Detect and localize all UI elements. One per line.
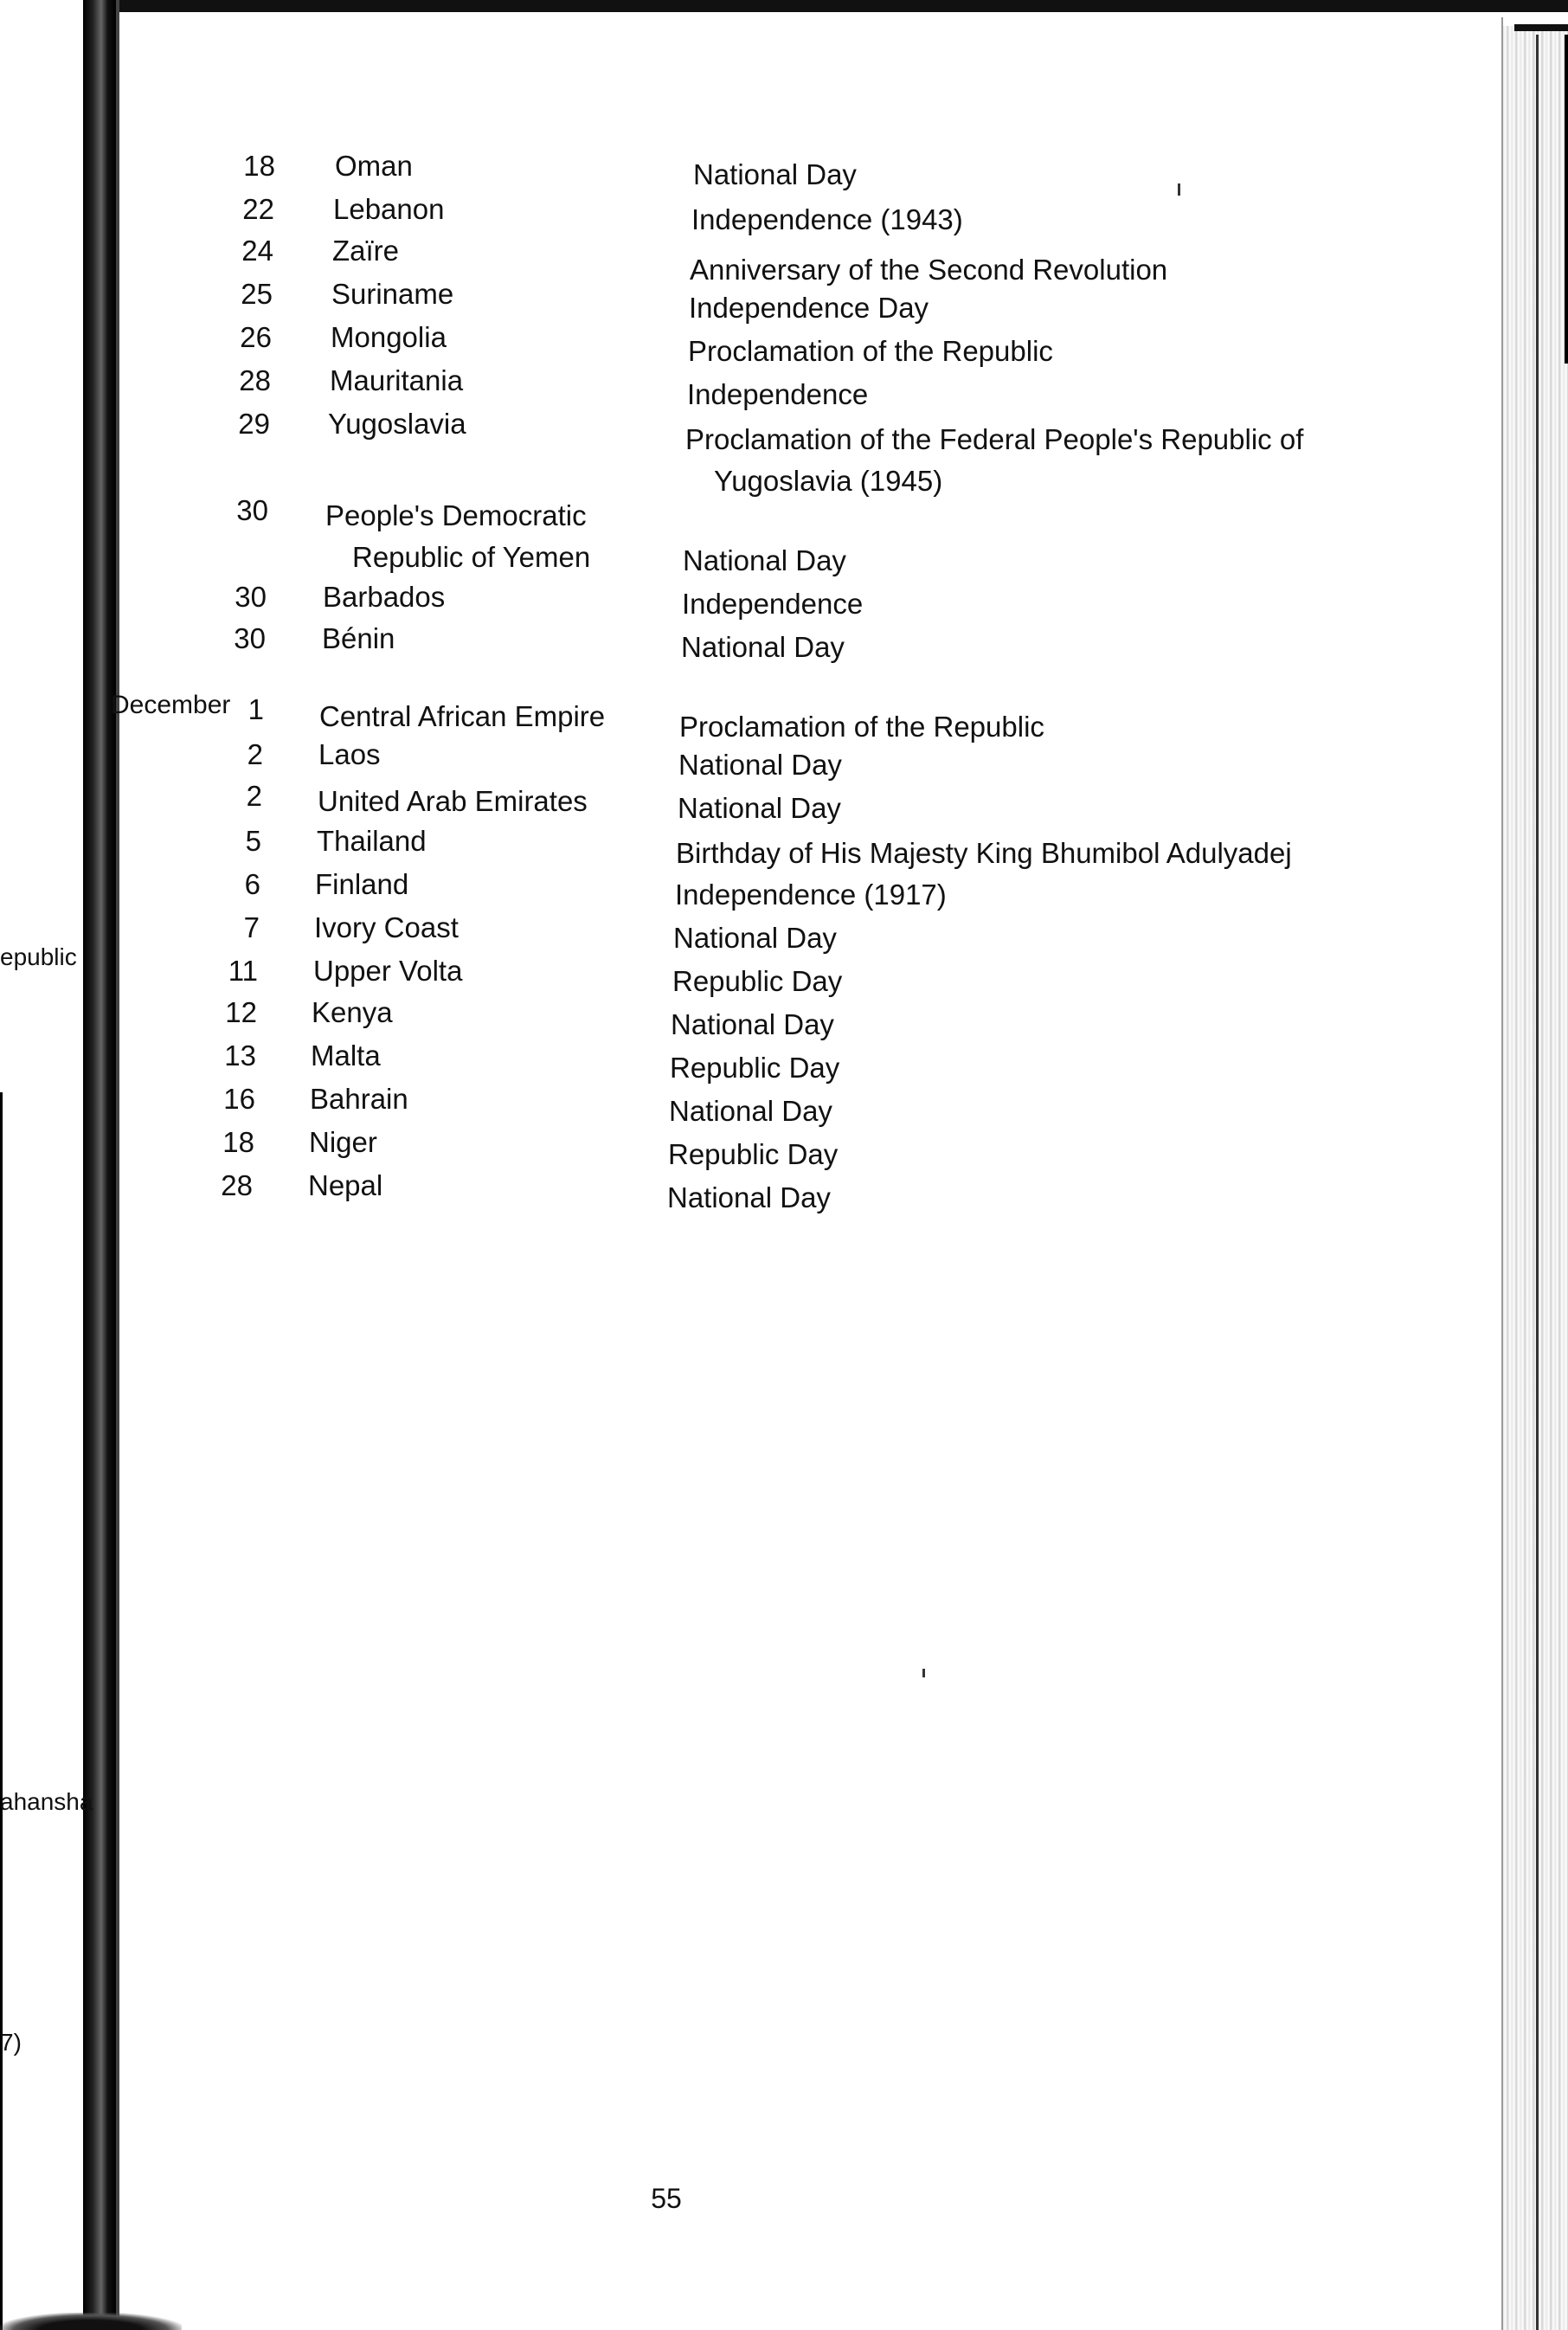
- entry-country: Laos: [318, 738, 381, 770]
- entry-occasion: Independence: [682, 588, 864, 620]
- entry-occasion: Proclamation of the Republic: [679, 711, 1044, 743]
- entry-occasion: National Day: [667, 1181, 831, 1213]
- entry-country: Oman: [335, 150, 413, 182]
- list-item: [0, 911, 1402, 954]
- right-page-stack: [1501, 26, 1568, 2330]
- entry-country: Bénin: [322, 622, 395, 654]
- entry-country: Lebanon: [333, 193, 445, 225]
- entry-occasion: National Day: [683, 544, 846, 576]
- entry-occasion: Anniversary of the Second Revolution: [690, 254, 1168, 286]
- list-item: [0, 1039, 1402, 1082]
- list-item: [0, 737, 1402, 781]
- list-item: [0, 149, 1402, 192]
- entry-country: Zaïre: [332, 235, 400, 267]
- entry-occasion: National Day: [678, 749, 842, 781]
- entry-occasion-continued: Yugoslavia (1945): [714, 465, 943, 497]
- entry-country: Upper Volta: [313, 955, 463, 987]
- page-number: 55: [651, 2183, 682, 2214]
- entry-occasion: National Day: [669, 1095, 832, 1127]
- entry-occasion: Republic Day: [672, 965, 843, 997]
- entry-country: Suriname: [331, 278, 454, 310]
- list-item: [0, 867, 1402, 911]
- list-item: [0, 621, 1402, 665]
- list-item: [0, 692, 1402, 743]
- entry-occasion: Independence (1917): [675, 879, 947, 911]
- margin-fragment-republic: epublic: [0, 943, 77, 970]
- entry-day: 2: [246, 780, 262, 812]
- list-item: [0, 407, 1402, 497]
- entry-occasion: Birthday of His Majesty King Bhumibol Adulyadej: [676, 837, 1292, 869]
- list-item: [0, 234, 1402, 286]
- entry-day: 6: [244, 868, 260, 900]
- entry-day: 26: [240, 321, 272, 353]
- entry-occasion: National Day: [681, 631, 845, 663]
- entry-occasion: Independence: [687, 378, 869, 410]
- list-item: [0, 192, 1402, 235]
- entry-occasion: Proclamation of the Federal People's Republic of: [685, 423, 1304, 455]
- entry-day: 18: [222, 1126, 254, 1158]
- entry-country: Central African Empire: [319, 700, 606, 732]
- entry-day: 25: [241, 278, 273, 310]
- entry-occasion: Independence Day: [689, 292, 929, 324]
- entry-day: 28: [221, 1169, 253, 1201]
- entry-country: Niger: [309, 1126, 377, 1158]
- left-page-edge: [0, 1092, 3, 2330]
- list-item: [0, 779, 1402, 822]
- entry-day: 11: [228, 955, 258, 987]
- margin-fragment-ahansha: ahansha: [0, 1788, 93, 1815]
- entry-day: 2: [247, 738, 263, 770]
- entry-country: Mongolia: [331, 321, 447, 353]
- entry-occasion: Independence (1943): [691, 203, 963, 235]
- entry-day: 1: [247, 693, 264, 725]
- stray-scan-mark: [1178, 183, 1180, 196]
- entry-country: Malta: [311, 1039, 381, 1072]
- list-item: [0, 954, 1402, 997]
- entry-country: People's Democratic: [325, 499, 587, 531]
- entry-day: 30: [235, 581, 267, 613]
- entry-occasion: Republic Day: [668, 1138, 839, 1170]
- entry-country-continued: Republic of Yemen: [352, 541, 591, 573]
- entry-country: Mauritania: [330, 364, 464, 396]
- bottom-binding-curl: [0, 2313, 182, 2330]
- stray-scan-mark: [922, 1669, 925, 1677]
- entry-country: Kenya: [312, 996, 393, 1028]
- entry-occasion: National Day: [678, 792, 841, 824]
- right-edge-mark: [1565, 35, 1568, 364]
- list-item: [0, 995, 1402, 1039]
- entry-day: 13: [224, 1039, 256, 1072]
- entry-day: 7: [243, 911, 260, 943]
- scan-top-shadow: [87, 0, 1568, 12]
- right-page-edge-line: [1501, 17, 1503, 2330]
- list-item: [0, 320, 1402, 367]
- entry-country: Nepal: [308, 1169, 383, 1201]
- list-item: [0, 580, 1402, 623]
- list-item: [0, 1125, 1402, 1168]
- entry-day: 16: [223, 1083, 255, 1115]
- right-page-edge-dark: [1536, 35, 1539, 2330]
- entry-country: Thailand: [317, 825, 427, 857]
- entry-day: 28: [239, 364, 271, 396]
- entry-country: Yugoslavia: [328, 408, 466, 440]
- list-item: [0, 493, 1402, 576]
- list-item: [0, 364, 1402, 410]
- entry-country: Finland: [315, 868, 409, 900]
- entry-day: 5: [245, 825, 261, 857]
- entry-occasion: National Day: [671, 1008, 834, 1040]
- list-item: [0, 1168, 1402, 1212]
- entry-day: 29: [238, 408, 270, 440]
- entry-country: Ivory Coast: [314, 911, 459, 943]
- entry-country: Bahrain: [310, 1083, 408, 1115]
- entry-occasion: Proclamation of the Republic: [688, 335, 1053, 367]
- margin-fragment-7: 7): [0, 2029, 22, 2056]
- list-item: [0, 1082, 1402, 1125]
- month-label-december: December: [111, 691, 231, 719]
- entry-day: 24: [241, 235, 273, 267]
- entry-day: 30: [236, 494, 268, 526]
- entry-country: Barbados: [323, 581, 446, 613]
- entry-day: 30: [234, 622, 266, 654]
- entry-day: 18: [243, 150, 275, 182]
- entry-occasion: Republic Day: [670, 1052, 840, 1084]
- list-item: [0, 277, 1402, 324]
- entry-country: United Arab Emirates: [318, 785, 588, 817]
- entry-occasion: National Day: [693, 158, 857, 190]
- top-right-corner-shadow: [1514, 24, 1568, 31]
- entry-day: 12: [225, 996, 257, 1028]
- entry-day: 22: [242, 193, 274, 225]
- list-item: [0, 824, 1402, 867]
- entry-occasion: National Day: [673, 922, 837, 954]
